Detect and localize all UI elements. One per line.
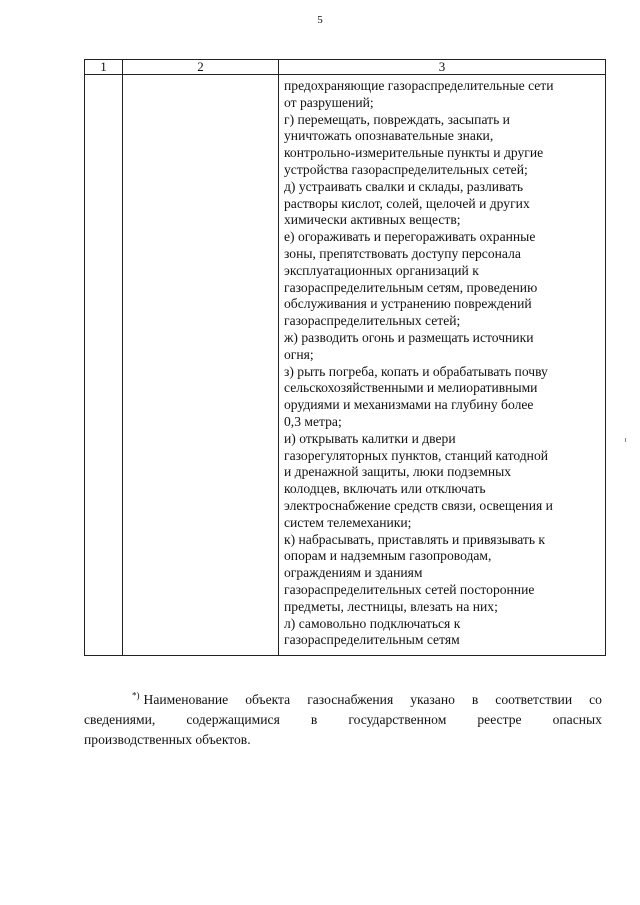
text-line: растворы кислот, солей, щелочей и других — [284, 195, 530, 211]
text-line: газораспределительным сетям, проведению — [284, 279, 538, 295]
scan-edge-mark — [625, 438, 626, 442]
footnote-word: государственном — [348, 712, 447, 727]
footnote-marker: *) — [132, 690, 140, 701]
text-line: обслуживания и устранению повреждений — [284, 296, 532, 312]
text-line: ж) разводить огонь и размещать источники — [284, 329, 534, 345]
column-header-3: 3 — [279, 60, 606, 75]
text-line: ограждениям и зданиям — [284, 565, 423, 581]
text-line: систем телемеханики; — [284, 514, 412, 530]
text-line: г) перемещать, повреждать, засыпать и — [284, 111, 510, 127]
table-cell-col1 — [85, 75, 123, 656]
text-line: огня; — [284, 346, 314, 362]
footnote-word: указано — [410, 692, 455, 707]
text-line: и дренажной защиты, люки подземных — [284, 464, 512, 480]
text-line: д) устраивать свалки и склады, разливать — [284, 178, 524, 194]
footnote-word: объекта — [245, 692, 291, 707]
footnote-word: реестре — [477, 712, 522, 727]
restrictions-text — [279, 75, 605, 655]
footnote-word: соответствии — [495, 692, 573, 707]
text-line: предохраняющие газораспределительные сети — [284, 78, 554, 93]
table-row — [85, 75, 606, 656]
footnote-word — [132, 690, 228, 710]
text-line: газораспределительным сетям — [284, 632, 460, 648]
text-line: газораспределительных сетей посторонние — [284, 581, 535, 597]
text-line: л) самовольно подключаться к — [284, 615, 461, 631]
text-line: е) огораживать и перегораживать охранные — [284, 229, 536, 245]
column-header-2: 2 — [123, 60, 279, 75]
text-line: сельскохозяйственными и мелиоративными — [284, 380, 538, 396]
footnote-word: в — [310, 712, 318, 727]
page-number: 5 — [317, 14, 323, 26]
footnote-word: сведениями, — [84, 712, 156, 727]
column-header-1: 1 — [85, 60, 123, 75]
footnote-line-1 — [84, 690, 602, 710]
text-line: от разрушений; — [284, 94, 374, 110]
table-cell-col3 — [279, 75, 606, 656]
footnote-line-2 — [84, 710, 602, 730]
footnote-word: со — [589, 692, 602, 707]
footnote-line-3: производственных объектов. — [84, 732, 251, 747]
restrictions-table — [84, 59, 606, 656]
footnote-word-text: Наименование — [143, 692, 229, 707]
text-line: электроснабжение средств связи, освещения и — [284, 497, 553, 513]
text-line: предметы, лестницы, влезать на них; — [284, 598, 498, 614]
text-line: зоны, препятствовать доступу персонала — [284, 245, 521, 261]
text-line: газорегуляторных пунктов, станций катодной — [284, 447, 549, 463]
text-line: эксплуатационных организаций к — [284, 262, 479, 278]
text-line: устройства газораспределительных сетей; — [284, 161, 528, 177]
footnote-word: опасных — [552, 712, 602, 727]
text-line: орудиями и механизмами на глубину более — [284, 397, 534, 413]
footnote-word: газоснабжения — [307, 692, 394, 707]
footnote-word: содержащимися — [186, 712, 280, 727]
text-line: газораспределительных сетей; — [284, 313, 461, 329]
text-line: уничтожать опознавательные знаки, — [284, 128, 494, 144]
footnote — [84, 690, 602, 750]
footnote-word: в — [471, 692, 479, 707]
table-header-row — [85, 60, 606, 75]
text-line: колодцев, включать или отключать — [284, 481, 486, 497]
text-line: химически активных веществ; — [284, 212, 461, 228]
text-line: з) рыть погреба, копать и обрабатывать почву — [284, 363, 548, 379]
text-line: к) набрасывать, приставлять и привязывать к — [284, 531, 546, 547]
text-line: контрольно-измерительные пункты и другие — [284, 145, 544, 161]
text-line: и) открывать калитки и двери — [284, 430, 456, 446]
text-line: 0,3 метра; — [284, 413, 342, 429]
text-line: опорам и надземным газопроводам, — [284, 548, 492, 564]
table-cell-col2 — [123, 75, 279, 656]
